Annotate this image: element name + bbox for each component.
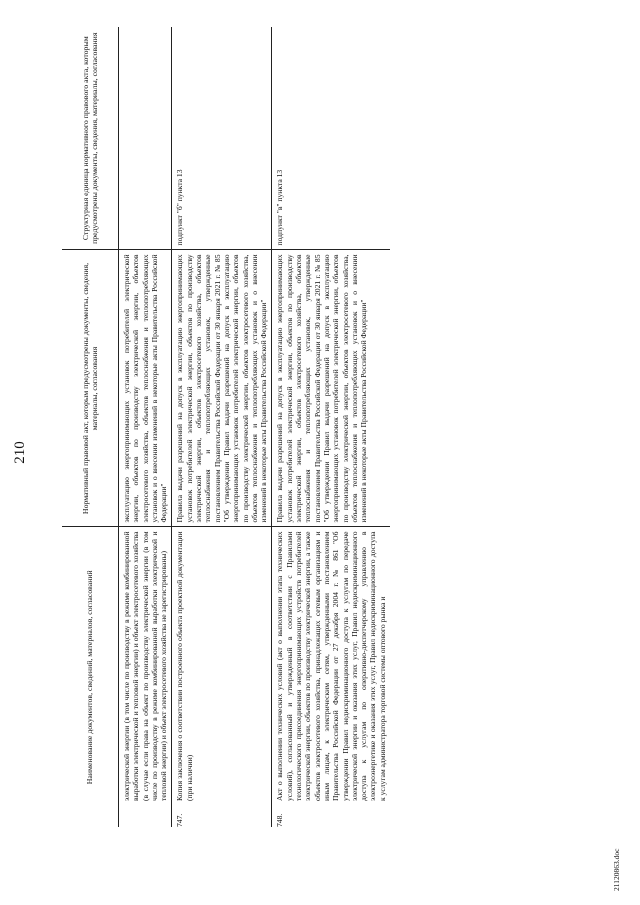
row-structural-unit: подпункт "в" пункта 13 bbox=[272, 27, 390, 250]
row-number bbox=[119, 805, 172, 827]
row-legal-act: эксплуатацию энергопринимающих установок потребителей электрической энергии, объектов по производству электрической энергии, объектов электросетевого хозяйства, объектов теплоснабжения и теплопотребляющих установок и о внесении изменений в некоторые акты Правительства Российской Федерации" bbox=[119, 250, 172, 527]
row-structural-unit: подпункт "б" пункта 13 bbox=[172, 27, 272, 250]
row-number: 748. bbox=[272, 805, 390, 827]
table-header-row bbox=[62, 27, 119, 827]
table-row bbox=[272, 27, 390, 827]
row-document-name: Акт о выполнении технических условий (акт о выполнении этапа технических условий), согласованный и утвержденный в соответствии с Правилами технологического присоединения энергопринимающих устройств потребителей электрической энергии, объектов по производству электрической энергии, а также объектов электросетевого хозяйства, принадлежащих сетевым организациям и иным лицам, к электрическим сетям, утвержденными постановлением Правительства Российской Федерации от 27 декабря 2004 г. № 861 "Об утверждении Правил недискриминационного доступа к услугам по передаче электрической энергии и оказания этих услуг, Правил недискриминационного доступа к услугам по оперативно-диспетчерскому управлению в электроэнергетике и оказания этих услуг, Правил недискриминационного доступа к услугам администратора торговой системы оптового рынка и bbox=[272, 527, 390, 805]
table-row bbox=[119, 27, 172, 827]
header-document-name: Наименование документов, сведений, материалов, согласований bbox=[62, 527, 119, 827]
row-number: 747. bbox=[172, 805, 272, 827]
row-document-name: Копия заключения о соответствии построенного объекта проектной документации (при наличии) bbox=[172, 527, 272, 805]
row-legal-act: Правила выдачи разрешений на допуск в эксплуатацию энергопринимающих установок потребителей электрической энергии, объектов по производству электрической энергии, объектов электросетевого хозяйства, объектов теплоснабжения и теплопотребляющих установок, утвержденные постановлением Правительства Российской Федерации от 30 января 2021 г. № 85 "Об утверждении Правил выдачи разрешений на допуск в эксплуатацию энергопринимающих установок потребителей электрической энергии, объектов по производству электрической энергии, объектов электросетевого хозяйства, объектов теплоснабжения и теплопотребляющих установок и о внесении изменений в некоторые акты Правительства Российской Федерации" bbox=[172, 250, 272, 527]
page-number: 210 bbox=[12, 441, 28, 464]
table-row bbox=[172, 27, 272, 827]
row-structural-unit bbox=[119, 27, 172, 250]
document-file-id: 21120863.doc bbox=[612, 848, 621, 891]
row-document-name: электрической энергии (в том числе по производству в режиме комбинированной выработки электрической и тепловой энергии) и объект электросетевого хозяйства (в случае если права на объект по производству электрической энергии (в том числе по производству в режиме комбинированной выработки электрической и тепловой энергии) и объект электросетевого хозяйства не зарегистрированы) bbox=[122, 531, 169, 801]
documents-table bbox=[62, 27, 390, 827]
row-legal-act: Правила выдачи разрешений на допуск в эксплуатацию энергопринимающих установок потребителей электрической энергии, объектов по производству электрической энергии, объектов электросетевого хозяйства, объектов теплоснабжения и теплопотребляющих установок, утвержденные постановлением Правительства Российской Федерации от 30 января 2021 г. № 85 "Об утверждении Правил выдачи разрешений на допуск в эксплуатацию энергопринимающих установок потребителей электрической энергии, объектов по производству электрической энергии, объектов электросетевого хозяйства, объектов теплоснабжения и теплопотребляющих установок и о внесении изменений в некоторые акты Правительства Российской Федерации" bbox=[272, 250, 390, 527]
header-legal-act: Нормативный правовой акт, которым предусмотрены документы, сведения, материалы, согласования bbox=[62, 250, 119, 527]
header-structural-unit: Структурная единица нормативного правового акта, которым предусмотрены документы, сведения, материалы, согласования bbox=[62, 27, 119, 250]
